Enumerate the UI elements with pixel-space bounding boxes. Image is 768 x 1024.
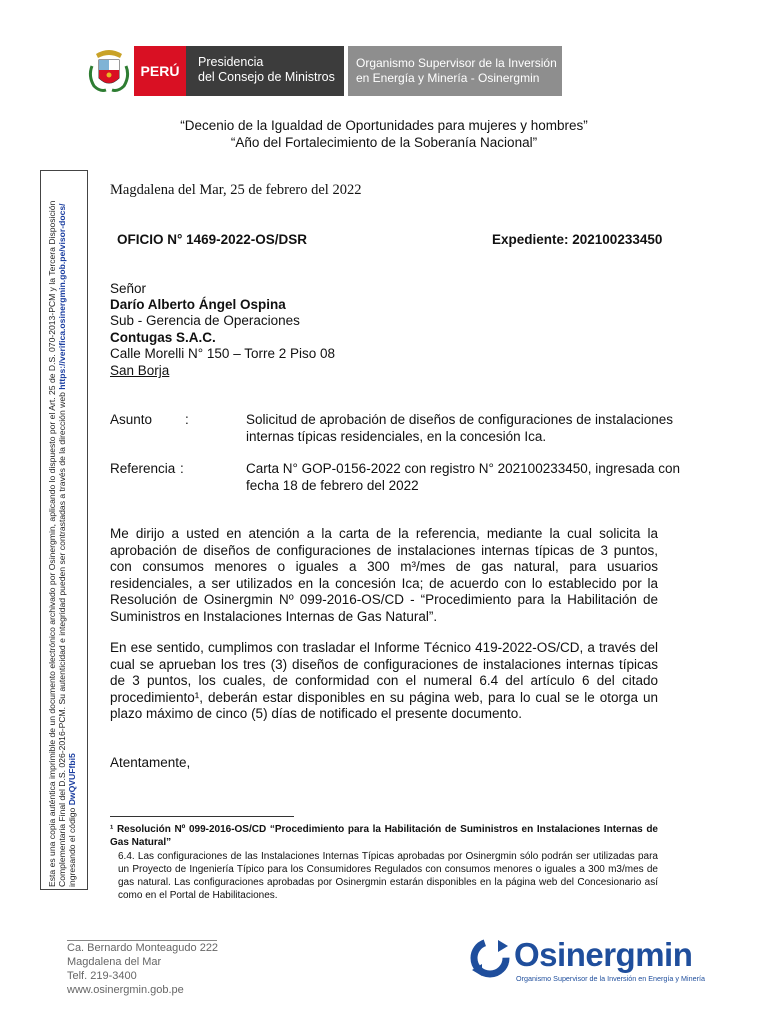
paragraph-1: Me dirijo a usted en atención a la carta de la referencia, mediante la cual solicita la aprobación de diseños de configuraciones de instalaciones internas típicas de 3 puntos, con consumos menores o iguales a 300 m³/mes de gas natural, para usuarios residenciales, a ser utilizados en la concesión Ica; de acuerdo con lo establecido por la Resolución de Osinergmin Nº 099-2016-OS/CD - “Procedimiento para la Habilitación de Suministros en Instalaciones Internas de Gas Natural”.	[110, 526, 658, 624]
verification-line-1: Esta es una copia auténtica imprimible de un documento electrónico archivado por Osinergmin, aplicando lo dispuesto por el Art. 25 de D.S. 070-2013-PCM y la Tercera Disposición	[47, 200, 57, 887]
contact-website[interactable]: www.osinergmin.gob.pe	[67, 984, 184, 996]
addressee-company: Contugas S.A.C.	[110, 330, 216, 345]
expediente-number: Expediente: 202100233450	[492, 232, 663, 247]
osi-line-1: Organismo Supervisor de la Inversión	[356, 56, 557, 70]
osinergmin-label	[348, 46, 562, 96]
motto-line-2: “Año del Fortalecimiento de la Soberanía Nacional”	[230, 135, 538, 150]
addressee-name: Darío Alberto Ángel Ospina	[110, 297, 286, 312]
referencia-text	[246, 461, 681, 494]
closing: Atentamente,	[110, 755, 191, 770]
contact-district: Magdalena del Mar	[67, 956, 162, 968]
peru-label: PERÚ	[134, 46, 186, 96]
footnote-body: 6.4. Las configuraciones de las Instalaciones Internas Típicas aprobadas por Osinergmin sólo podrán ser utilizadas para un Proyecto de Ingeniería Típico para los Consumidores Regulados con consumos menores o iguales a 300 m3/mes de gas natural. Las configuraciones aprobadas por Osinergmin estarán disponibles en la página web del Concesionario así como en el Portal de Habilitaciones.	[118, 851, 658, 901]
verification-line-2: Complementaria Final del D.S. 026-2016-PCM. Su autenticidad e integridad pueden ser contrastadas a través de la dirección web	[57, 389, 67, 887]
logo-tagline: Organismo Supervisor de la Inversión en Energía y Minería	[516, 974, 705, 983]
addressee-role: Sub - Gerencia de Operaciones	[110, 313, 300, 328]
verification-link[interactable]: https://verifica.osinergmin.gob.pe/visor-docs/	[57, 203, 67, 390]
referencia-line-1: Carta N° GOP-0156-2022 con registro N° 202100233450, ingresada con	[246, 461, 681, 476]
verification-note-box	[40, 170, 88, 890]
referencia-label: Referencia	[110, 461, 176, 476]
footnote-rule	[110, 816, 294, 817]
verification-line-3: ingresando el código	[67, 805, 77, 887]
paragraph-2: En ese sentido, cumplimos con trasladar el Informe Técnico 419-2022-OS/CD, a través del cual se aprueban los tres (3) diseños de configuraciones de instalaciones internas típicas de 3 puntos, los cuales, de conformidad con el numeral 6.4 del artículo 6 del citado procedimiento¹, deberán estar disponibles en su página web, para lo cual se le otorga un plazo máximo de cinco (5) días de notificado el presente documento.	[110, 640, 658, 722]
government-header	[86, 46, 566, 96]
verification-code: DwQVUFfbi5	[67, 753, 77, 806]
pcm-line-2: del Consejo de Ministros	[198, 70, 335, 84]
asunto-line-2: internas típicas residenciales, en la concesión Ica.	[246, 428, 547, 444]
salutation: Señor	[110, 281, 147, 296]
referencia-line-2: fecha 18 de febrero del 2022	[246, 477, 419, 493]
asunto-label: Asunto	[110, 412, 153, 427]
contact-phone: Telf. 219-3400	[67, 970, 137, 982]
verification-note-text	[47, 175, 77, 887]
coat-of-arms-icon	[86, 46, 132, 96]
referencia-colon: :	[180, 461, 184, 476]
logo-name: Osinergmin	[514, 936, 693, 973]
asunto-text	[246, 412, 674, 445]
oficio-number: OFICIO N° 1469-2022-OS/DSR	[117, 232, 307, 247]
addressee-district: San Borja	[110, 363, 170, 378]
footnote-title: ¹ Resolución Nº 099-2016-OS/CD “Procedimiento para la Habilitación de Suministros en Instalaciones Internas de Gas Natural”	[110, 824, 658, 848]
contact-address: Ca. Bernardo Monteagudo 222	[67, 942, 219, 954]
addressee-address: Calle Morelli N° 150 – Torre 2 Piso 08	[110, 346, 336, 361]
place-date: Magdalena del Mar, 25 de febrero del 2022	[110, 182, 362, 198]
asunto-colon: :	[185, 412, 189, 427]
osi-line-2: en Energía y Minería - Osinergmin	[356, 71, 540, 85]
contact-rule	[67, 940, 217, 941]
asunto-line-1: Solicitud de aprobación de diseños de configuraciones de instalaciones	[246, 412, 674, 427]
motto-line-1: “Decenio de la Igualdad de Oportunidades para mujeres y hombres”	[180, 118, 588, 133]
pcm-line-1: Presidencia	[198, 55, 264, 69]
osinergmin-logo	[468, 936, 718, 988]
osinergmin-logo-icon	[468, 936, 512, 980]
pcm-label	[186, 46, 344, 96]
